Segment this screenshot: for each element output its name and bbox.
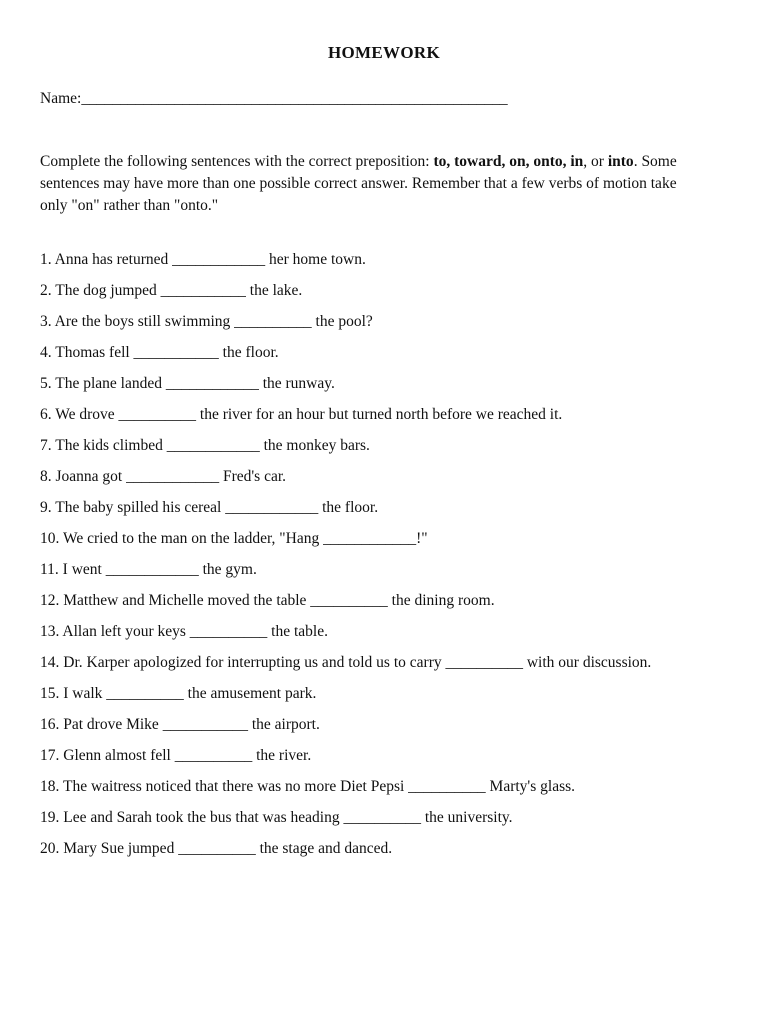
question-18: 18. The waitress noticed that there was no more Diet Pepsi __________ Marty's glass. [40, 778, 576, 795]
question-1: 1. Anna has returned ____________ her home town. [40, 251, 366, 268]
question-12: 12. Matthew and Michelle moved the table __________ the dining room. [40, 592, 495, 609]
question-13: 13. Allan left your keys __________ the table. [40, 623, 328, 640]
question-10: 10. We cried to the man on the ladder, "Hang ____________!" [40, 530, 428, 547]
instructions-text-1: Complete the following sentences with the correct preposition: [40, 153, 434, 170]
question-5: 5. The plane landed ____________ the runway. [40, 375, 335, 392]
instructions-paragraph [40, 151, 690, 217]
instructions-text-3: , or [583, 153, 608, 170]
instructions-bold-in: in [570, 153, 584, 170]
name-field-line: Name:_______________________________________________________ [40, 90, 508, 107]
instructions-text-4: . Some sentences may have more than one possible correct answer. Remember that a few verbs of motion take only "on" rather than "onto." [40, 153, 677, 214]
question-19: 19. Lee and Sarah took the bus that was heading __________ the university. [40, 809, 513, 826]
question-17: 17. Glenn almost fell __________ the river. [40, 747, 312, 764]
question-7: 7. The kids climbed ____________ the monkey bars. [40, 437, 370, 454]
instructions-bold-prepositions: to, toward, on, onto, [433, 153, 567, 170]
question-14: 14. Dr. Karper apologized for interrupting us and told us to carry __________ with our discussion. [40, 654, 652, 671]
question-6: 6. We drove __________ the river for an hour but turned north before we reached it. [40, 406, 563, 423]
question-15: 15. I walk __________ the amusement park. [40, 685, 317, 702]
question-9: 9. The baby spilled his cereal ____________ the floor. [40, 499, 379, 516]
question-20: 20. Mary Sue jumped __________ the stage and danced. [40, 840, 393, 857]
question-16: 16. Pat drove Mike ___________ the airport. [40, 716, 320, 733]
question-list [40, 244, 700, 864]
question-3: 3. Are the boys still swimming __________ the pool? [40, 313, 373, 330]
question-8: 8. Joanna got ____________ Fred's car. [40, 468, 287, 485]
question-11: 11. I went ____________ the gym. [40, 561, 257, 578]
question-4: 4. Thomas fell ___________ the floor. [40, 344, 279, 361]
page-title: HOMEWORK [328, 43, 440, 62]
instructions-bold-into: into [607, 153, 634, 170]
question-2: 2. The dog jumped ___________ the lake. [40, 282, 303, 299]
